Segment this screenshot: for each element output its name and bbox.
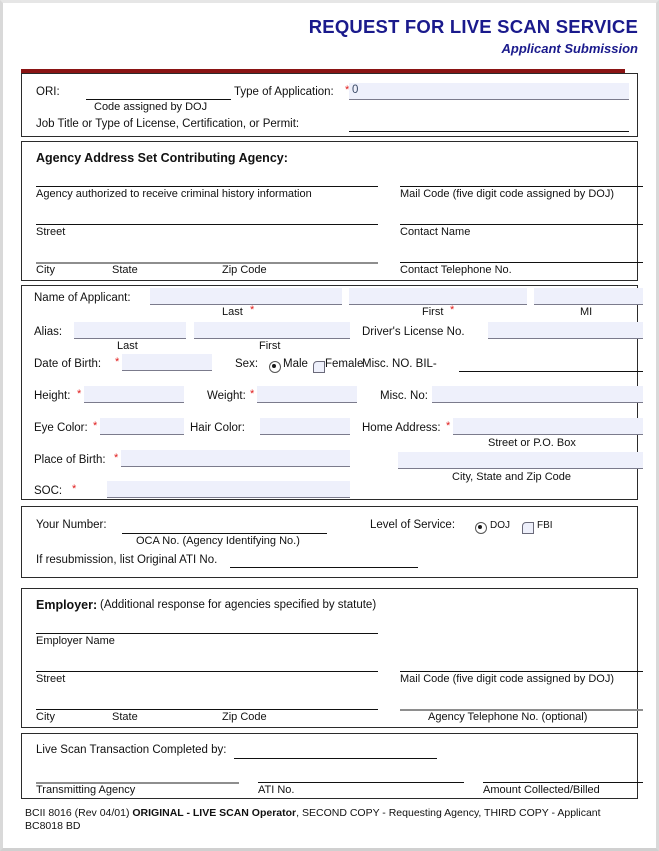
soc-label: SOC: [34, 485, 63, 497]
employer-zip-caption: Zip Code [222, 711, 267, 723]
your-number-label: Your Number: [36, 519, 107, 531]
checkbox-fbi [522, 522, 534, 534]
radio-dot-male [269, 361, 281, 373]
weight-required: * [250, 388, 255, 400]
home-address-label: Home Address: [362, 422, 441, 434]
employer-mail-code-caption: Mail Code (five digit code assigned by DOJ) [400, 673, 614, 685]
weight-input[interactable] [257, 386, 357, 403]
employer-state-caption: State [112, 711, 138, 723]
misc-bil-input[interactable] [459, 371, 643, 372]
place-of-birth-required: * [114, 452, 119, 464]
oca-caption: OCA No. (Agency Identifying No.) [136, 535, 300, 547]
height-required: * [77, 388, 82, 400]
alias-last-caption: Last [117, 340, 138, 352]
level-of-service-doj-radio[interactable] [475, 520, 487, 538]
place-of-birth-label: Place of Birth: [34, 454, 106, 466]
amount-collected-input[interactable] [483, 782, 643, 783]
alias-first-input[interactable] [194, 322, 350, 339]
footer-original-copy: ORIGINAL - LIVE SCAN Operator [132, 807, 297, 819]
place-of-birth-input[interactable] [121, 450, 350, 467]
agency-authorized-input[interactable] [36, 186, 378, 187]
last-name-caption: Last [222, 306, 243, 318]
transaction-section [21, 733, 638, 799]
ori-label: ORI: [36, 86, 60, 98]
alias-first-caption: First [259, 340, 281, 352]
agency-state-caption: State [112, 264, 138, 276]
agency-street-input[interactable] [36, 224, 378, 225]
mi-caption: MI [580, 306, 593, 318]
ori-section [21, 73, 638, 137]
your-number-input[interactable] [122, 533, 327, 534]
weight-label: Weight: [207, 390, 246, 402]
eye-color-required: * [93, 420, 98, 432]
alias-label: Alias: [34, 326, 63, 338]
agency-contact-phone-caption: Contact Telephone No. [400, 264, 512, 276]
agency-mail-code-input[interactable] [400, 186, 643, 187]
first-name-caption: First [422, 306, 444, 318]
misc-no-input[interactable] [432, 386, 643, 403]
date-of-birth-required: * [115, 356, 120, 368]
name-of-applicant-label: Name of Applicant: [34, 292, 131, 304]
employer-heading-note: (Additional response for agencies specified by statute) [100, 599, 377, 611]
date-of-birth-input[interactable] [122, 354, 212, 371]
level-of-service-label: Level of Service: [370, 519, 456, 531]
employer-heading: Employer: [36, 598, 98, 612]
ori-input[interactable] [86, 99, 231, 100]
resubmission-label: If resubmission, list Original ATI No. [36, 554, 218, 566]
soc-input[interactable] [107, 481, 350, 498]
radio-dot-doj [475, 522, 487, 534]
level-of-service-doj-label: DOJ [490, 520, 510, 531]
level-of-service-fbi-label: FBI [537, 520, 553, 531]
transmitting-agency-caption: Transmitting Agency [36, 784, 136, 796]
drivers-license-label: Driver's License No. [362, 326, 465, 338]
page-header [3, 3, 656, 56]
type-of-application-input[interactable]: 0 [349, 83, 629, 100]
type-of-application-required: * [345, 84, 350, 96]
agency-zip-caption: Zip Code [222, 264, 267, 276]
job-title-label: Job Title or Type of License, Certification, or Permit: [36, 118, 300, 130]
agency-authorized-caption: Agency authorized to receive criminal history information [36, 188, 312, 200]
home-address-city-caption: City, State and Zip Code [452, 471, 572, 483]
home-address-city-state-zip-input[interactable] [398, 452, 643, 469]
ati-no-caption: ATI No. [258, 784, 295, 796]
agency-contact-phone-input[interactable] [400, 262, 643, 263]
employer-street-caption: Street [36, 673, 66, 685]
agency-address-section [21, 141, 638, 281]
ati-no-input[interactable] [258, 782, 464, 783]
first-name-required: * [450, 304, 455, 316]
home-address-street-input[interactable] [453, 418, 643, 435]
transaction-completed-label: Live Scan Transaction Completed by: [36, 744, 227, 756]
agency-contact-name-input[interactable] [400, 224, 643, 225]
last-name-required: * [250, 304, 255, 316]
employer-mail-code-input[interactable] [400, 671, 643, 672]
transaction-completed-input[interactable] [234, 758, 437, 759]
agency-city-state-zip-input[interactable] [36, 262, 378, 264]
alias-last-input[interactable] [74, 322, 186, 339]
employer-name-input[interactable] [36, 633, 378, 634]
eye-color-label: Eye Color: [34, 422, 88, 434]
drivers-license-input[interactable] [488, 322, 643, 339]
eye-color-input[interactable] [100, 418, 184, 435]
height-label: Height: [34, 390, 71, 402]
footer-form-number: BCII 8016 (Rev 04/01) [25, 807, 133, 819]
sex-label: Sex: [235, 358, 259, 370]
form-footer [25, 807, 638, 833]
original-ati-input[interactable] [230, 567, 418, 568]
hair-color-input[interactable] [260, 418, 350, 435]
applicant-last-name-input[interactable] [150, 288, 342, 305]
employer-street-input[interactable] [36, 671, 378, 672]
agency-city-caption: City [36, 264, 55, 276]
level-of-service-fbi-checkbox[interactable] [522, 520, 534, 538]
employer-agency-phone-caption: Agency Telephone No. (optional) [428, 711, 588, 723]
applicant-mi-input[interactable] [534, 288, 643, 305]
employer-section [21, 588, 638, 728]
applicant-section [21, 285, 638, 500]
employer-city-caption: City [36, 711, 55, 723]
checkbox-female [313, 361, 325, 373]
ori-caption: Code assigned by DOJ [94, 101, 208, 113]
misc-no-label: Misc. No: [380, 390, 428, 402]
employer-city-state-zip-input[interactable] [36, 709, 378, 710]
sex-female-label: Female [325, 358, 364, 370]
date-of-birth-label: Date of Birth: [34, 358, 102, 370]
footer-other-copies: , SECOND COPY - Requesting Agency, THIRD COPY - Applicant [296, 807, 601, 819]
employer-name-caption: Employer Name [36, 635, 115, 647]
sex-female-checkbox[interactable] [313, 359, 325, 377]
agency-heading: Agency Address Set Contributing Agency: [36, 151, 288, 165]
soc-required: * [72, 483, 77, 495]
sex-male-radio[interactable] [269, 359, 281, 377]
height-input[interactable] [84, 386, 184, 403]
page-subtitle: Applicant Submission [501, 41, 638, 56]
type-of-application-label: Type of Application: [234, 86, 334, 98]
sex-male-label: Male [283, 358, 308, 370]
job-title-input[interactable] [349, 131, 629, 132]
home-address-street-caption: Street or P.O. Box [488, 437, 576, 449]
home-address-required: * [446, 420, 451, 432]
agency-mail-code-caption: Mail Code (five digit code assigned by DOJ) [400, 188, 614, 200]
misc-bil-label: Misc. NO. BIL- [362, 358, 437, 370]
service-level-section [21, 506, 638, 578]
agency-street-caption: Street [36, 226, 66, 238]
footer-line-1 [25, 807, 638, 820]
page-title: REQUEST FOR LIVE SCAN SERVICE [308, 16, 638, 37]
footer-line-2: BC8018 BD [25, 820, 81, 832]
hair-color-label: Hair Color: [190, 422, 245, 434]
agency-contact-name-caption: Contact Name [400, 226, 471, 238]
applicant-first-name-input[interactable] [349, 288, 527, 305]
amount-collected-caption: Amount Collected/Billed [483, 784, 600, 796]
